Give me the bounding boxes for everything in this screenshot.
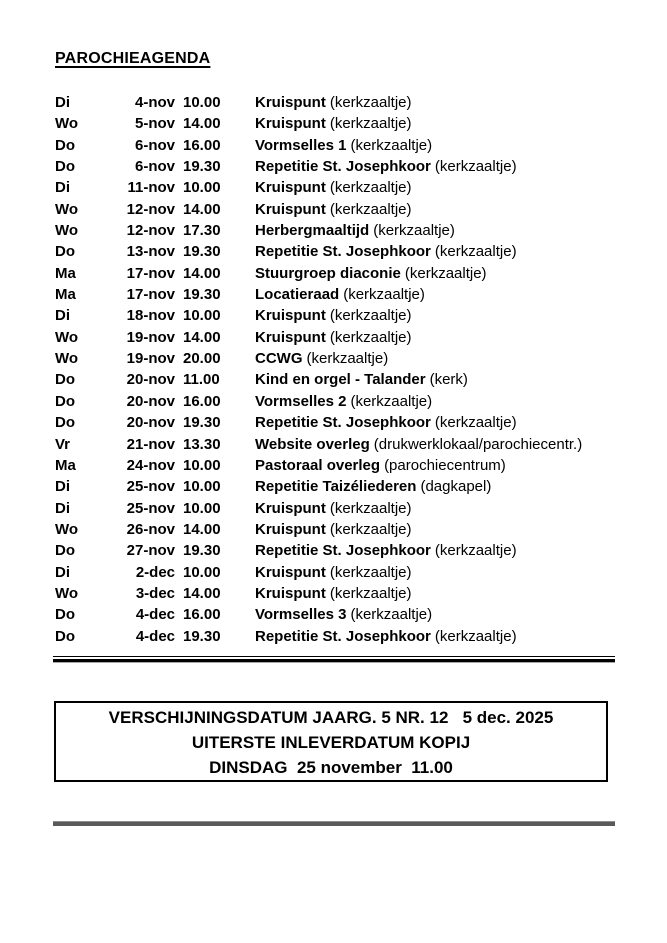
- agenda-row: [55, 626, 667, 647]
- agenda-location: (kerk): [429, 371, 468, 389]
- agenda-time: 16.00: [183, 136, 221, 154]
- agenda-date: 3-dec: [135, 584, 175, 602]
- agenda-description: [255, 327, 667, 348]
- agenda-description: [255, 220, 667, 241]
- notice-box: [54, 701, 608, 782]
- agenda-location: (kerkzaaltje): [434, 243, 517, 261]
- agenda-event-name: Repetitie St. Josephkoor: [255, 414, 431, 432]
- agenda-description: [255, 519, 667, 540]
- agenda-date: 21-nov: [126, 435, 175, 453]
- agenda-time: 19.30: [183, 627, 221, 645]
- agenda-date: 12-nov: [126, 222, 175, 240]
- divider-bottom: [53, 821, 615, 826]
- agenda-location: (kerkzaaltje): [329, 328, 412, 346]
- agenda-date: 6-nov: [134, 136, 175, 154]
- agenda-event-name: Repetitie St. Josephkoor: [255, 627, 431, 645]
- agenda-description: [255, 284, 667, 305]
- agenda-row: [55, 369, 667, 390]
- agenda-description: [255, 540, 667, 561]
- agenda-description: [255, 434, 667, 455]
- agenda-event-name: Kruispunt: [255, 584, 326, 602]
- agenda-time: 10.00: [183, 179, 221, 197]
- agenda-location: (kerkzaaltje): [329, 200, 412, 218]
- agenda-description: [255, 113, 667, 134]
- agenda-description: [255, 135, 667, 156]
- agenda-row: [55, 263, 667, 284]
- agenda-event-name: Kruispunt: [255, 328, 326, 346]
- agenda-description: [255, 156, 667, 177]
- agenda-description: [255, 583, 667, 604]
- agenda-date: 4-dec: [135, 627, 175, 645]
- agenda-time: 19.30: [183, 243, 221, 261]
- agenda-day: Ma: [55, 456, 76, 474]
- agenda-date: 12-nov: [126, 200, 175, 218]
- agenda-day: Do: [55, 627, 75, 645]
- agenda-list: [55, 92, 667, 647]
- agenda-row: [55, 519, 667, 540]
- agenda-location: (kerkzaaltje): [329, 307, 412, 325]
- agenda-location: (kerkzaaltje): [306, 350, 389, 368]
- agenda-day: Do: [55, 243, 75, 261]
- notice-deadline-date: DINSDAG 25 november 11.00: [209, 757, 453, 777]
- agenda-location: (kerkzaaltje): [329, 584, 412, 602]
- agenda-time: 19.30: [183, 542, 221, 560]
- agenda-row: [55, 135, 667, 156]
- agenda-description: [255, 199, 667, 220]
- agenda-description: [255, 391, 667, 412]
- agenda-description: [255, 92, 667, 113]
- agenda-time: 10.00: [183, 563, 221, 581]
- agenda-time: 19.30: [183, 158, 221, 176]
- agenda-row: [55, 391, 667, 412]
- agenda-time: 10.00: [183, 499, 221, 517]
- agenda-location: (parochiecentrum): [384, 456, 506, 474]
- agenda-time: 19.30: [183, 414, 221, 432]
- agenda-date: 17-nov: [126, 264, 175, 282]
- agenda-event-name: Vormselles 3: [255, 606, 347, 624]
- agenda-row: [55, 540, 667, 561]
- agenda-row: [55, 327, 667, 348]
- agenda-description: [255, 369, 667, 390]
- agenda-date: 26-nov: [126, 520, 175, 538]
- agenda-description: [255, 455, 667, 476]
- agenda-event-name: Herbergmaaltijd: [255, 222, 370, 240]
- agenda-time: 16.00: [183, 392, 221, 410]
- agenda-row: [55, 92, 667, 113]
- agenda-row: [55, 177, 667, 198]
- agenda-time: 13.30: [183, 435, 221, 453]
- agenda-event-name: Vormselles 2: [255, 392, 347, 410]
- agenda-event-name: Vormselles 1: [255, 136, 347, 154]
- agenda-day: Wo: [55, 520, 79, 538]
- agenda-day: Wo: [55, 222, 79, 240]
- agenda-description: [255, 476, 667, 497]
- agenda-date: 25-nov: [126, 478, 175, 496]
- agenda-event-name: Kruispunt: [255, 94, 326, 111]
- agenda-event-name: Kruispunt: [255, 307, 326, 325]
- agenda-date: 25-nov: [126, 499, 175, 517]
- agenda-row: [55, 455, 667, 476]
- page-title: PAROCHIEAGENDA: [55, 50, 211, 67]
- agenda-time: 14.00: [183, 264, 221, 282]
- agenda-day: Di: [55, 563, 70, 581]
- agenda-date: 13-nov: [126, 243, 175, 261]
- agenda-location: (kerkzaaltje): [434, 414, 517, 432]
- agenda-date: 20-nov: [126, 414, 175, 432]
- agenda-date: 4-dec: [135, 606, 175, 624]
- agenda-day: Do: [55, 158, 75, 176]
- agenda-day: Vr: [55, 435, 71, 453]
- agenda-day: Do: [55, 542, 75, 560]
- agenda-day: Wo: [55, 584, 79, 602]
- agenda-date: 17-nov: [126, 286, 175, 304]
- agenda-row: [55, 284, 667, 305]
- agenda-row: [55, 434, 667, 455]
- agenda-row: [55, 220, 667, 241]
- agenda-event-name: Website overleg: [255, 435, 370, 453]
- agenda-day: Di: [55, 94, 70, 111]
- agenda-location: (kerkzaaltje): [434, 542, 517, 560]
- agenda-row: [55, 348, 667, 369]
- agenda-event-name: CCWG: [255, 350, 303, 368]
- agenda-day: Do: [55, 392, 75, 410]
- agenda-time: 20.00: [183, 350, 221, 368]
- agenda-description: [255, 348, 667, 369]
- agenda-event-name: Kruispunt: [255, 563, 326, 581]
- agenda-location: (kerkzaaltje): [350, 392, 433, 410]
- agenda-date: 11-nov: [127, 179, 175, 197]
- agenda-time: 14.00: [183, 584, 221, 602]
- agenda-row: [55, 604, 667, 625]
- agenda-event-name: Repetitie St. Josephkoor: [255, 158, 431, 176]
- agenda-date: 18-nov: [126, 307, 175, 325]
- agenda-event-name: Pastoraal overleg: [255, 456, 381, 474]
- agenda-row: [55, 498, 667, 519]
- agenda-location: (kerkzaaltje): [329, 179, 412, 197]
- agenda-description: [255, 562, 667, 583]
- agenda-location: (kerkzaaltje): [329, 499, 412, 517]
- agenda-date: 20-nov: [126, 392, 175, 410]
- agenda-time: 10.00: [183, 478, 221, 496]
- agenda-day: Wo: [55, 350, 79, 368]
- agenda-day: Do: [55, 371, 75, 389]
- agenda-time: 10.00: [183, 307, 221, 325]
- agenda-location: (kerkzaaltje): [329, 115, 412, 133]
- agenda-row: [55, 199, 667, 220]
- notice-deadline-label: UITERSTE INLEVERDATUM KOPIJ: [191, 732, 471, 752]
- agenda-row: [55, 156, 667, 177]
- agenda-row: [55, 241, 667, 262]
- agenda-event-name: Kruispunt: [255, 520, 326, 538]
- agenda-date: 6-nov: [134, 158, 175, 176]
- agenda-day: Di: [55, 478, 70, 496]
- agenda-description: [255, 498, 667, 519]
- agenda-description: [255, 305, 667, 326]
- agenda-day: Do: [55, 136, 75, 154]
- agenda-row: [55, 583, 667, 604]
- agenda-event-name: Kruispunt: [255, 115, 326, 133]
- agenda-location: (drukwerklokaal/parochiecentr.): [373, 435, 583, 453]
- agenda-date: 19-nov: [126, 350, 175, 368]
- agenda-row: [55, 305, 667, 326]
- agenda-time: 11.00: [183, 371, 220, 389]
- agenda-time: 10.00: [183, 456, 221, 474]
- agenda-row: [55, 412, 667, 433]
- agenda-day: Wo: [55, 200, 79, 218]
- agenda-date: 27-nov: [126, 542, 175, 560]
- agenda-description: [255, 241, 667, 262]
- agenda-time: 14.00: [183, 115, 221, 133]
- agenda-location: (kerkzaaltje): [350, 136, 433, 154]
- agenda-date: 20-nov: [126, 371, 175, 389]
- agenda-time: 17.30: [183, 222, 221, 240]
- divider-top: [53, 656, 615, 662]
- agenda-location: (kerkzaaltje): [350, 606, 433, 624]
- agenda-day: Wo: [55, 115, 79, 133]
- agenda-date: 24-nov: [126, 456, 175, 474]
- agenda-description: [255, 626, 667, 647]
- agenda-location: (kerkzaaltje): [329, 94, 412, 111]
- agenda-description: [255, 177, 667, 198]
- agenda-day: Ma: [55, 264, 76, 282]
- agenda-time: 14.00: [183, 328, 221, 346]
- agenda-event-name: Stuurgroep diaconie: [255, 264, 401, 282]
- agenda-event-name: Kruispunt: [255, 499, 326, 517]
- agenda-date: 4-nov: [134, 94, 175, 111]
- agenda-event-name: Repetitie St. Josephkoor: [255, 542, 431, 560]
- agenda-row: [55, 562, 667, 583]
- agenda-row: [55, 476, 667, 497]
- agenda-location: (kerkzaaltje): [373, 222, 455, 240]
- agenda-day: Di: [55, 307, 70, 325]
- agenda-day: Ma: [55, 286, 76, 304]
- agenda-time: 14.00: [183, 520, 221, 538]
- agenda-location: (kerkzaaltje): [329, 520, 412, 538]
- agenda-day: Di: [55, 179, 70, 197]
- agenda-description: [255, 412, 667, 433]
- agenda-date: 5-nov: [134, 115, 175, 133]
- agenda-event-name: Locatieraad: [255, 286, 340, 304]
- agenda-description: [255, 604, 667, 625]
- agenda-location: (kerkzaaltje): [329, 563, 412, 581]
- agenda-event-name: Kruispunt: [255, 179, 326, 197]
- agenda-day: Wo: [55, 328, 79, 346]
- agenda-row: [55, 113, 667, 134]
- agenda-location: (dagkapel): [420, 478, 492, 496]
- agenda-time: 16.00: [183, 606, 221, 624]
- agenda-day: Do: [55, 606, 75, 624]
- agenda-date: 2-dec: [135, 563, 175, 581]
- agenda-time: 14.00: [183, 200, 221, 218]
- agenda-event-name: Repetitie St. Josephkoor: [255, 243, 431, 261]
- agenda-location: (kerkzaaltje): [343, 286, 425, 304]
- agenda-time: 19.30: [183, 286, 221, 304]
- agenda-location: (kerkzaaltje): [434, 158, 517, 176]
- agenda-event-name: Kind en orgel - Talander: [255, 371, 426, 389]
- agenda-description: [255, 263, 667, 284]
- agenda-time: 10.00: [183, 94, 221, 111]
- agenda-event-name: Kruispunt: [255, 200, 326, 218]
- agenda-event-name: Repetitie Taizéliederen: [255, 478, 417, 496]
- notice-publication-date: VERSCHIJNINGSDATUM JAARG. 5 NR. 12 5 dec. 2025: [108, 707, 554, 727]
- agenda-location: (kerkzaaltje): [404, 264, 487, 282]
- agenda-day: Di: [55, 499, 70, 517]
- agenda-date: 19-nov: [126, 328, 175, 346]
- agenda-location: (kerkzaaltje): [434, 627, 517, 645]
- agenda-day: Do: [55, 414, 75, 432]
